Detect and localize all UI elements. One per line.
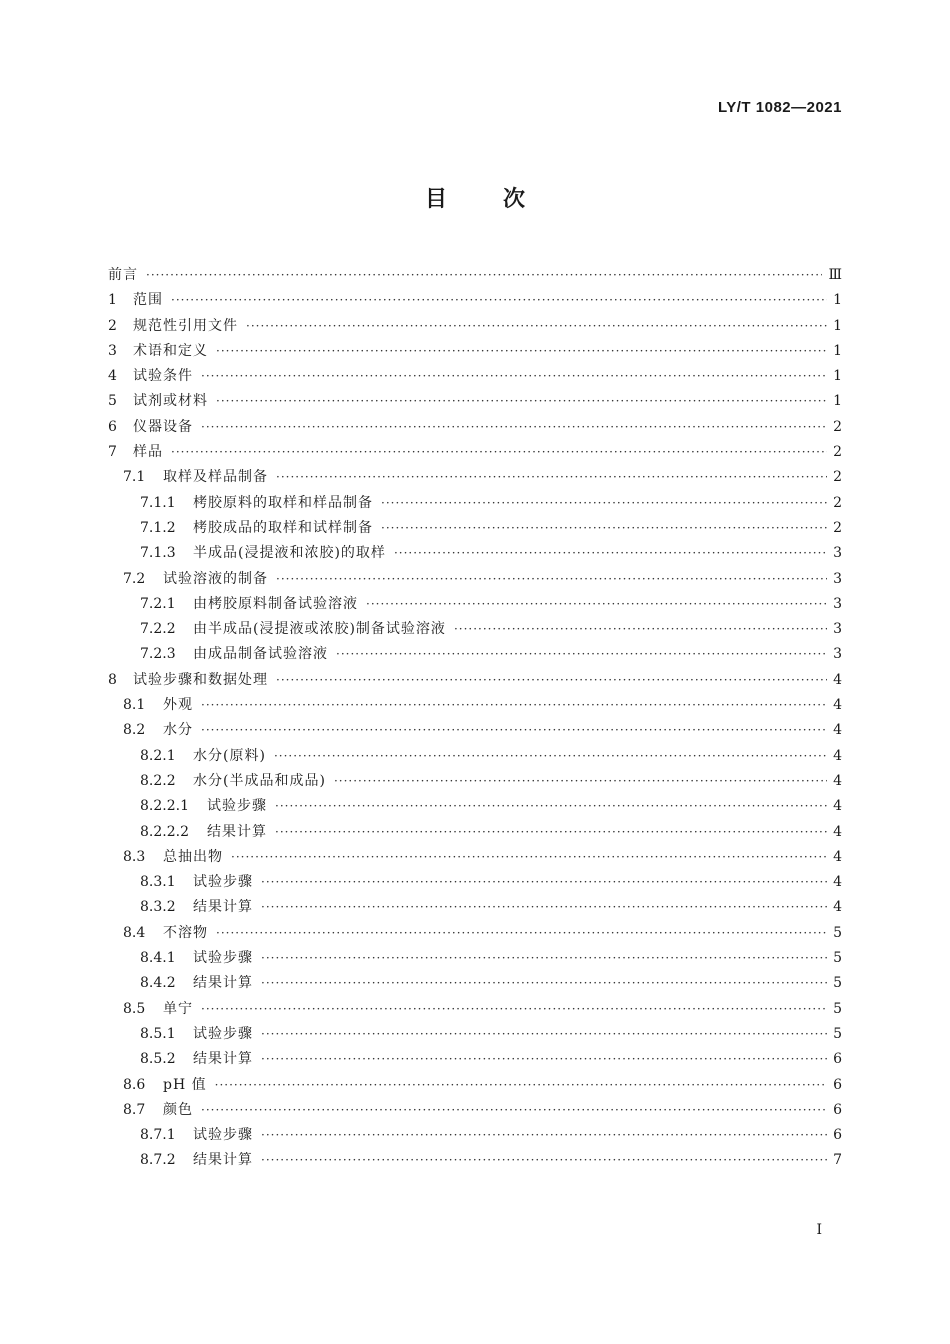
toc-entry[interactable] xyxy=(108,491,842,516)
toc-entry-label: 由半成品(浸提液或浓胶)制备试验溶液 xyxy=(193,621,446,638)
toc-title xyxy=(0,182,950,213)
toc-entry[interactable] xyxy=(108,693,842,718)
toc-entry-number: 7.1.1 xyxy=(140,494,176,511)
toc-dot-leader xyxy=(261,1148,827,1173)
toc-entry-number: 8.2 xyxy=(123,722,146,739)
toc-entry-page: 7 xyxy=(833,1152,842,1169)
toc-entry[interactable] xyxy=(108,769,842,794)
toc-entry-label: 规范性引用文件 xyxy=(133,317,238,334)
toc-dot-leader xyxy=(231,845,827,870)
toc-dot-leader xyxy=(394,541,827,566)
toc-entry[interactable] xyxy=(108,718,842,743)
toc-entry[interactable] xyxy=(108,314,842,339)
toc-entry[interactable] xyxy=(108,1047,842,1072)
toc-entry-label: 样品 xyxy=(133,444,163,461)
toc-entry-number: 8.5 xyxy=(123,1000,146,1017)
toc-entry[interactable] xyxy=(108,870,842,895)
toc-entry-number: 8.3.1 xyxy=(140,874,176,891)
toc-entry-page: 3 xyxy=(833,646,842,663)
toc-entry-page: 4 xyxy=(833,722,842,739)
page-number: I xyxy=(816,1222,822,1238)
toc-entry-page: 2 xyxy=(833,469,842,486)
toc-entry-number: 8.1 xyxy=(123,697,146,714)
toc-dot-leader xyxy=(381,491,827,516)
toc-entry-label: 半成品(浸提液和浓胶)的取样 xyxy=(193,545,386,562)
toc-entry-page: 6 xyxy=(833,1076,842,1093)
toc-entry-number: 8.6 xyxy=(123,1076,146,1093)
toc-entry[interactable] xyxy=(108,1148,842,1173)
toc-entry-page: 6 xyxy=(833,1101,842,1118)
toc-entry-page: 4 xyxy=(833,823,842,840)
toc-entry-number: 7 xyxy=(108,444,117,461)
toc-dot-leader xyxy=(336,642,827,667)
toc-dot-leader xyxy=(261,1123,827,1148)
toc-entry-page: 5 xyxy=(833,975,842,992)
toc-dot-leader xyxy=(261,1022,827,1047)
toc-entry[interactable] xyxy=(108,415,842,440)
toc-dot-leader xyxy=(201,415,827,440)
toc-entry-label: 水分 xyxy=(163,722,193,739)
toc-entry-label: 试验步骤 xyxy=(193,950,253,967)
toc-entry-page: 6 xyxy=(833,1051,842,1068)
toc-dot-leader xyxy=(381,516,827,541)
toc-entry-number: 2 xyxy=(108,317,117,334)
toc-entry[interactable] xyxy=(108,997,842,1022)
toc-entry[interactable] xyxy=(108,617,842,642)
toc-entry-page: 4 xyxy=(833,747,842,764)
toc-entry-label: 水分(原料) xyxy=(193,747,266,764)
toc-entry-number: 8.5.2 xyxy=(140,1051,176,1068)
toc-dot-leader xyxy=(334,769,827,794)
toc-entry-number: 4 xyxy=(108,368,117,385)
toc-entry-number: 3 xyxy=(108,342,117,359)
toc-dot-leader xyxy=(146,263,822,288)
toc-dot-leader xyxy=(201,693,827,718)
toc-entry-page: 2 xyxy=(833,418,842,435)
toc-entry[interactable] xyxy=(108,845,842,870)
toc-entry[interactable] xyxy=(108,263,842,288)
toc-entry-number: 7.2.1 xyxy=(140,595,176,612)
toc-dot-leader xyxy=(261,946,827,971)
toc-entry-page: Ⅲ xyxy=(828,267,842,283)
toc-entry[interactable] xyxy=(108,339,842,364)
toc-entry-label: 不溶物 xyxy=(163,924,208,941)
toc-entry-number: 7.1.3 xyxy=(140,545,176,562)
toc-entry-label: 结果计算 xyxy=(193,975,253,992)
toc-entry-page: 4 xyxy=(833,848,842,865)
toc-entry-page: 3 xyxy=(833,595,842,612)
toc-entry[interactable] xyxy=(108,1123,842,1148)
toc-entry-page: 2 xyxy=(833,444,842,461)
toc-entry-label: 外观 xyxy=(163,697,193,714)
toc-entry-number: 8.3 xyxy=(123,848,146,865)
toc-entry-number: 8.2.1 xyxy=(140,747,176,764)
toc-entry-page: 2 xyxy=(833,519,842,536)
toc-dot-leader xyxy=(366,592,827,617)
toc-entry-label: 术语和定义 xyxy=(133,342,208,359)
toc-title-char-1: 目 xyxy=(424,187,447,212)
toc-entry-number: 8.7.1 xyxy=(140,1127,176,1144)
toc-entry[interactable] xyxy=(108,946,842,971)
toc-entry-label: 试验条件 xyxy=(133,368,193,385)
toc-entry-label: 试验步骤 xyxy=(193,1025,253,1042)
toc-entry-number: 7.2.2 xyxy=(140,621,176,638)
toc-entry-label: 范围 xyxy=(133,292,163,309)
toc-dot-leader xyxy=(171,440,827,465)
toc-title-char-2: 次 xyxy=(503,187,526,212)
toc-entry[interactable] xyxy=(108,288,842,313)
toc-entry[interactable] xyxy=(108,516,842,541)
toc-entry-label: 结果计算 xyxy=(193,899,253,916)
toc-dot-leader xyxy=(201,718,827,743)
toc-entry-page: 4 xyxy=(833,874,842,891)
toc-entry[interactable] xyxy=(108,389,842,414)
toc-entry[interactable] xyxy=(108,921,842,946)
toc-entry-number: 5 xyxy=(108,393,117,410)
toc-entry[interactable] xyxy=(108,1073,842,1098)
toc-entry-label: 取样及样品制备 xyxy=(163,469,268,486)
toc-entry[interactable] xyxy=(108,642,842,667)
toc-dot-leader xyxy=(261,971,827,996)
toc-entry-label: 前言 xyxy=(108,267,138,283)
toc-dot-leader xyxy=(201,1098,827,1123)
toc-dot-leader xyxy=(201,997,827,1022)
toc-entry-label: pH 值 xyxy=(163,1076,207,1093)
toc-entry[interactable] xyxy=(108,744,842,769)
toc-entry-label: 栲胶原料的取样和样品制备 xyxy=(193,494,373,511)
toc-entry-label: 颜色 xyxy=(163,1101,193,1118)
toc-entry-label: 结果计算 xyxy=(193,1051,253,1068)
toc-entry-number: 8.2.2.2 xyxy=(140,823,189,840)
toc-dot-leader xyxy=(275,794,827,819)
toc-entry-page: 1 xyxy=(833,317,842,334)
toc-entry-label: 试验步骤和数据处理 xyxy=(133,671,268,688)
toc-entry-page: 5 xyxy=(833,924,842,941)
toc-entry-number: 8.4.1 xyxy=(140,950,176,967)
toc-entry-page: 4 xyxy=(833,671,842,688)
toc-dot-leader xyxy=(261,895,827,920)
toc-entry-page: 1 xyxy=(833,292,842,309)
toc-entry-label: 栲胶成品的取样和试样制备 xyxy=(193,519,373,536)
toc-entry-page: 1 xyxy=(833,342,842,359)
standard-code: LY/T 1082—2021 xyxy=(717,99,842,116)
toc-entry-page: 6 xyxy=(833,1127,842,1144)
toc-entry-page: 5 xyxy=(833,1025,842,1042)
toc-entry[interactable] xyxy=(108,1098,842,1123)
toc-dot-leader xyxy=(276,567,827,592)
toc-entry-number: 8.4 xyxy=(123,924,146,941)
table-of-contents xyxy=(108,263,842,1174)
toc-dot-leader xyxy=(274,744,827,769)
toc-dot-leader xyxy=(246,314,827,339)
toc-entry-label: 仪器设备 xyxy=(133,418,193,435)
toc-entry-page: 5 xyxy=(833,950,842,967)
toc-entry-label: 总抽出物 xyxy=(163,848,223,865)
toc-entry-label: 试验溶液的制备 xyxy=(163,570,268,587)
toc-entry[interactable] xyxy=(108,567,842,592)
toc-entry-page: 3 xyxy=(833,570,842,587)
toc-entry[interactable] xyxy=(108,971,842,996)
toc-entry-label: 试验步骤 xyxy=(193,1127,253,1144)
toc-entry[interactable] xyxy=(108,820,842,845)
toc-entry[interactable] xyxy=(108,364,842,389)
toc-entry-page: 4 xyxy=(833,899,842,916)
toc-entry-number: 8.4.2 xyxy=(140,975,176,992)
toc-entry[interactable] xyxy=(108,895,842,920)
toc-entry-number: 8 xyxy=(108,671,117,688)
toc-entry-number: 7.1.2 xyxy=(140,519,176,536)
toc-entry-number: 7.1 xyxy=(123,469,146,486)
toc-entry[interactable] xyxy=(108,794,842,819)
toc-entry-page: 5 xyxy=(833,1000,842,1017)
toc-entry-label: 水分(半成品和成品) xyxy=(193,772,326,789)
toc-entry-label: 单宁 xyxy=(163,1000,193,1017)
toc-entry-page: 1 xyxy=(833,368,842,385)
toc-entry-number: 8.2.2.1 xyxy=(140,798,189,815)
toc-entry-label: 结果计算 xyxy=(207,823,267,840)
toc-entry-page: 4 xyxy=(833,697,842,714)
toc-entry-page: 3 xyxy=(833,545,842,562)
toc-entry-number: 8.3.2 xyxy=(140,899,176,916)
toc-entry-number: 1 xyxy=(108,292,117,309)
toc-dot-leader xyxy=(215,1073,827,1098)
toc-dot-leader xyxy=(276,465,827,490)
toc-dot-leader xyxy=(261,1047,827,1072)
toc-entry[interactable] xyxy=(108,465,842,490)
toc-entry-page: 2 xyxy=(833,494,842,511)
toc-entry-number: 8.5.1 xyxy=(140,1025,176,1042)
toc-entry-number: 8.7 xyxy=(123,1101,146,1118)
toc-dot-leader xyxy=(216,921,827,946)
toc-entry-number: 8.7.2 xyxy=(140,1152,176,1169)
toc-entry[interactable] xyxy=(108,668,842,693)
toc-dot-leader xyxy=(201,364,827,389)
toc-entry-number: 7.2.3 xyxy=(140,646,176,663)
toc-entry[interactable] xyxy=(108,1022,842,1047)
toc-entry-label: 结果计算 xyxy=(193,1152,253,1169)
toc-entry-label: 由栲胶原料制备试验溶液 xyxy=(193,595,358,612)
toc-entry[interactable] xyxy=(108,541,842,566)
toc-dot-leader xyxy=(216,389,827,414)
toc-dot-leader xyxy=(216,339,827,364)
toc-entry-page: 1 xyxy=(833,393,842,410)
toc-entry-page: 4 xyxy=(833,798,842,815)
toc-entry[interactable] xyxy=(108,440,842,465)
toc-entry-label: 试剂或材料 xyxy=(133,393,208,410)
toc-entry-page: 4 xyxy=(833,772,842,789)
toc-dot-leader xyxy=(454,617,827,642)
toc-entry-label: 试验步骤 xyxy=(207,798,267,815)
toc-entry-label: 试验步骤 xyxy=(193,874,253,891)
toc-entry-number: 8.2.2 xyxy=(140,772,176,789)
toc-dot-leader xyxy=(261,870,827,895)
toc-dot-leader xyxy=(276,668,827,693)
toc-dot-leader xyxy=(275,820,827,845)
toc-entry[interactable] xyxy=(108,592,842,617)
toc-entry-number: 7.2 xyxy=(123,570,146,587)
toc-entry-number: 6 xyxy=(108,418,117,435)
toc-entry-page: 3 xyxy=(833,621,842,638)
toc-dot-leader xyxy=(171,288,827,313)
toc-entry-label: 由成品制备试验溶液 xyxy=(193,646,328,663)
